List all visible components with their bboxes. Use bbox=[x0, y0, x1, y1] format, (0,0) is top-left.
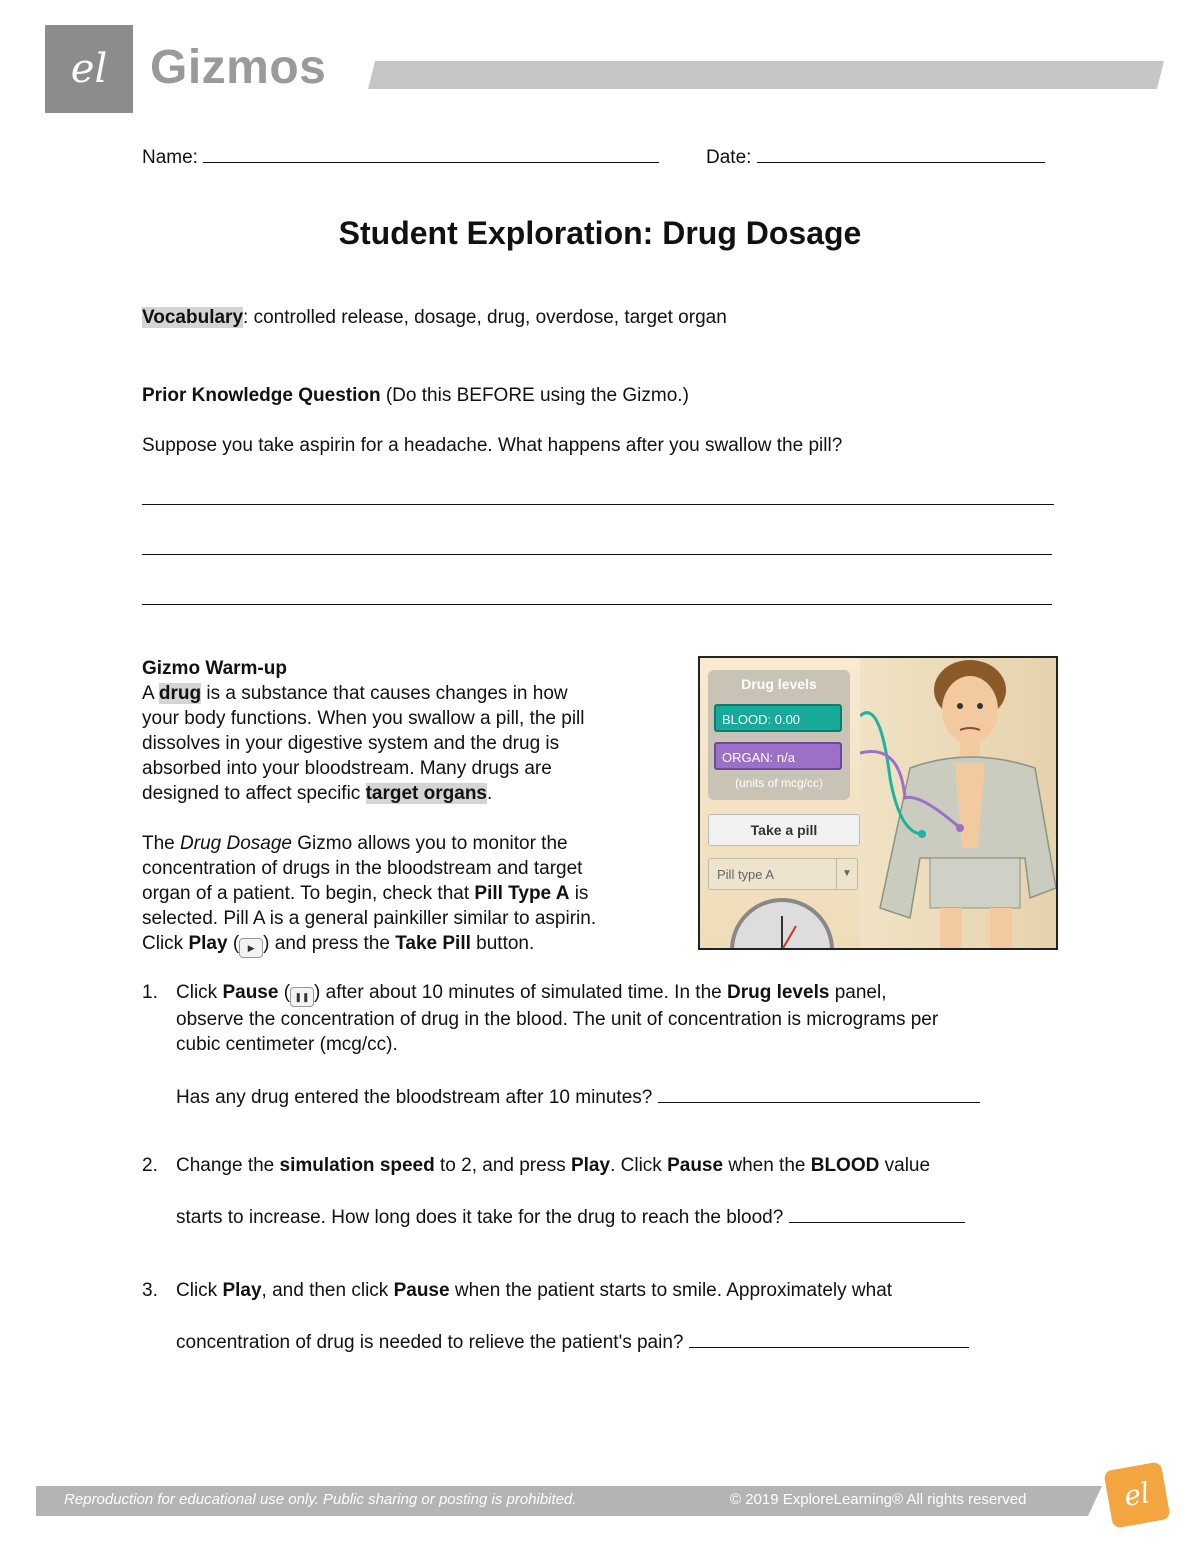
question-3-ask: concentration of drug is needed to relieve the patient's pain? bbox=[176, 1327, 1076, 1355]
question-1-blank[interactable] bbox=[658, 1082, 980, 1103]
pill-type-value: Pill type A bbox=[717, 867, 775, 882]
term-target-organs: target organs bbox=[365, 783, 487, 804]
play-icon: ▶ bbox=[239, 938, 263, 958]
date-blank[interactable] bbox=[757, 142, 1045, 163]
warmup-p2-line4: selected. Pill A is a general painkiller similar to aspirin. bbox=[142, 908, 597, 929]
prior-note: (Do this BEFORE using the Gizmo.) bbox=[380, 385, 689, 406]
warmup-heading: Gizmo Warm-up bbox=[142, 658, 287, 679]
question-1: Click Pause ( ❚❚ ) after about 10 minutes of simulated time. In the Drug levels panel, observe the concentration of drug in the blood. The unit of concentration is micrograms per cubic centimeter (mcg/cc). Has any drug entered the bloodstream after 10 minutes? bbox=[176, 980, 1076, 1110]
drug-levels-title: Drug levels bbox=[741, 676, 817, 692]
chevron-down-icon: ▼ bbox=[836, 859, 857, 889]
question-2-blank[interactable] bbox=[789, 1202, 965, 1223]
date-row bbox=[706, 142, 1045, 170]
name-label: Name: bbox=[142, 147, 198, 168]
warmup-p1-line5: designed to affect specific target organs. bbox=[142, 783, 493, 804]
question-1-ask: Has any drug entered the bloodstream after 10 minutes? bbox=[176, 1082, 1076, 1110]
question-3: Click Play, and then click Pause when the patient starts to smile. Approximately what concentration of drug is needed to relieve the patient's pain? bbox=[176, 1278, 1076, 1355]
explorelearning-footer-logo-icon: el bbox=[1103, 1461, 1170, 1528]
warmup-p2-line5: Click Play ( ▶ ) and press the Take Pill button. bbox=[142, 931, 596, 958]
warmup-p2-line2: concentration of drugs in the bloodstream and target bbox=[142, 858, 583, 879]
warmup-p1-line3: dissolves in your digestive system and the drug is bbox=[142, 733, 560, 754]
take-pill-button[interactable]: Take a pill bbox=[708, 814, 860, 846]
name-row bbox=[142, 142, 659, 170]
prior-question: Suppose you take aspirin for a headache. What happens after you swallow the pill? bbox=[142, 435, 843, 456]
warmup-p2-line3: organ of a patient. To begin, check that Pill Type A is bbox=[142, 883, 589, 904]
pause-icon: ❚❚ bbox=[290, 987, 314, 1007]
question-3-num: 3. bbox=[142, 1280, 158, 1301]
units-label: (units of mcg/cc) bbox=[734, 776, 824, 790]
vocabulary-line bbox=[142, 305, 727, 330]
answer-line-2[interactable] bbox=[142, 554, 1052, 555]
term-drug: drug bbox=[158, 683, 202, 704]
answer-line-3[interactable] bbox=[142, 604, 1052, 605]
patient-illustration bbox=[860, 658, 1056, 948]
pill-type-select[interactable] bbox=[708, 858, 858, 890]
blood-level-readout: BLOOD: 0.00 bbox=[714, 704, 842, 732]
prior-heading: Prior Knowledge Question bbox=[142, 385, 381, 406]
footer-copyright: © 2019 ExploreLearning® All rights reserved bbox=[730, 1491, 1027, 1508]
date-label: Date: bbox=[706, 147, 752, 168]
warmup-section bbox=[142, 656, 596, 958]
brand-name: Gizmos bbox=[150, 41, 327, 94]
explorelearning-logo-icon: el bbox=[70, 46, 108, 92]
question-2: Change the simulation speed to 2, and press Play. Click Pause when the BLOOD value starts to increase. How long does it take for the drug to reach the blood? bbox=[176, 1153, 1076, 1230]
answer-line-1[interactable] bbox=[142, 504, 1054, 505]
gizmo-screenshot bbox=[698, 656, 1058, 950]
prior-knowledge-heading bbox=[142, 383, 689, 408]
clock-icon bbox=[730, 898, 834, 950]
name-blank[interactable] bbox=[203, 142, 659, 163]
vocabulary-terms: : controlled release, dosage, drug, overdose, target organ bbox=[243, 307, 727, 328]
question-2-ask: starts to increase. How long does it take for the drug to reach the blood? bbox=[176, 1202, 1076, 1230]
organ-level-readout: ORGAN: n/a bbox=[714, 742, 842, 770]
question-2-num: 2. bbox=[142, 1155, 158, 1176]
gizmo-name: Drug Dosage bbox=[180, 833, 292, 854]
warmup-p1-line2: your body functions. When you swallow a pill, the pill bbox=[142, 708, 585, 729]
question-1-num: 1. bbox=[142, 982, 158, 1003]
page-title: Student Exploration: Drug Dosage bbox=[338, 215, 862, 251]
warmup-p1-line1: A drug is a substance that causes changes in how bbox=[142, 683, 568, 704]
vocabulary-label: Vocabulary bbox=[142, 307, 244, 328]
footer-notice: Reproduction for educational use only. Public sharing or posting is prohibited. bbox=[64, 1491, 577, 1508]
warmup-p2-line1: The Drug Dosage Gizmo allows you to monitor the bbox=[142, 833, 568, 854]
question-3-blank[interactable] bbox=[689, 1327, 969, 1348]
warmup-p1-line4: absorbed into your bloodstream. Many drugs are bbox=[142, 758, 552, 779]
header-bar bbox=[368, 61, 1164, 89]
